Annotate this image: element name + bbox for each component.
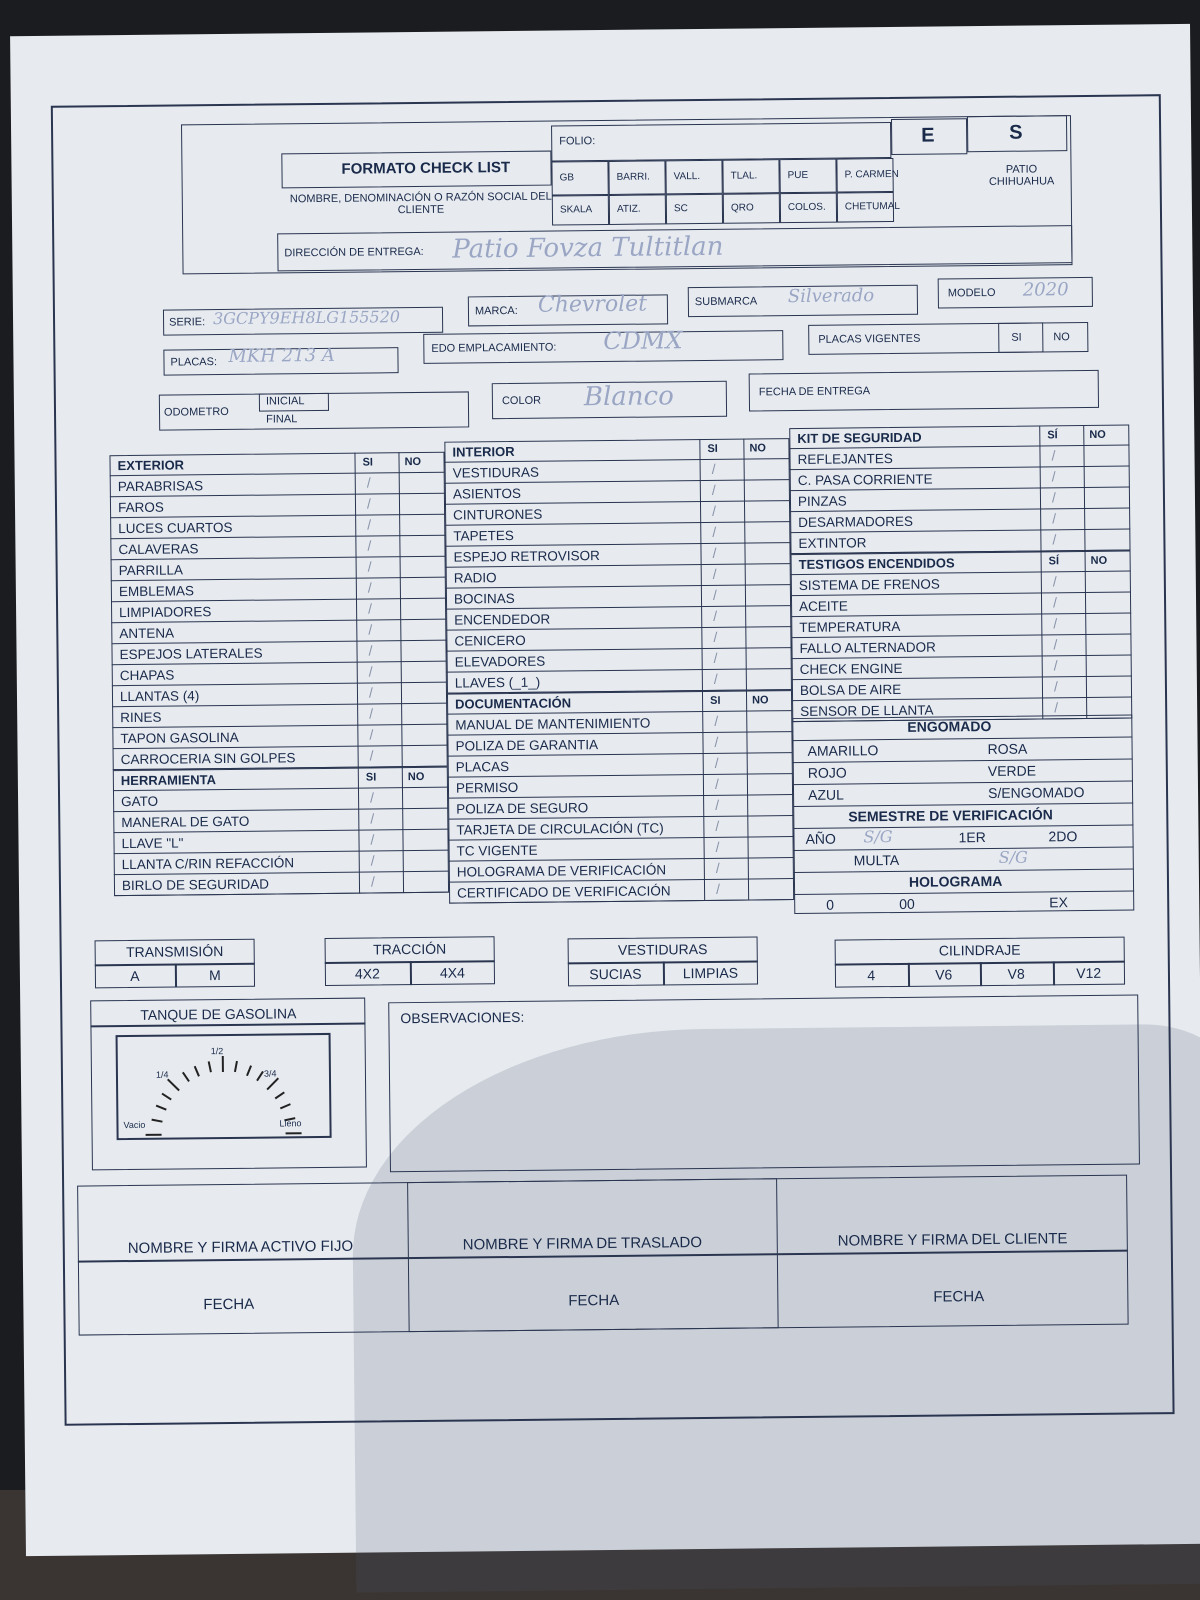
modelo-label: MODELO [947, 286, 996, 300]
checkbox-si[interactable]: / [712, 523, 717, 540]
si-column [1041, 551, 1088, 719]
checkbox-si[interactable]: / [370, 831, 375, 848]
gauge-three-quarters: 3/4 [263, 1068, 277, 1079]
checkbox-si[interactable]: / [714, 733, 719, 750]
marca-value: Chevrolet [537, 291, 648, 318]
placas-vigentes-label: PLACAS VIGENTES [818, 332, 921, 346]
placas-vig-no: NO [1053, 331, 1070, 344]
herramienta-si-header: SI [365, 771, 377, 784]
exterior-row: LUCES CUARTOS [110, 515, 445, 540]
checkbox-si[interactable]: / [366, 474, 371, 491]
checkbox-si[interactable]: / [1053, 657, 1058, 674]
direccion-value: Patio Fovza Tultitlan [452, 231, 724, 265]
checkbox-si[interactable]: / [367, 558, 372, 575]
documentacion-row: POLIZA DE GARANTIA [447, 732, 792, 757]
herramienta-row: LLANTA C/RIN REFACCIÓN [114, 851, 449, 876]
client-label: NOMBRE, DENOMINACIÓN O RAZÓN SOCIAL DEL CLIENTE [289, 190, 552, 217]
herramienta-no-header: NO [407, 770, 425, 784]
gauge-half: 1/2 [210, 1046, 224, 1057]
si-column [1039, 425, 1085, 551]
checkbox-si[interactable]: / [368, 621, 373, 638]
semestre-1er[interactable]: 1ER [958, 829, 986, 846]
checkbox-si[interactable]: / [367, 537, 372, 554]
cilindraje-title: CILINDRAJE [938, 941, 1021, 959]
transmision-option[interactable]: M [208, 967, 221, 984]
si-column [354, 452, 402, 767]
checkbox-si[interactable]: / [366, 495, 371, 512]
exterior-row: RINES [112, 704, 447, 729]
multa-label: MULTA [853, 851, 900, 869]
placas-label: PLACAS: [170, 356, 218, 369]
engomado-option-left: ROJO [807, 764, 847, 781]
firma-traslado-label: NOMBRE Y FIRMA DE TRASLADO [462, 1234, 703, 1254]
e-label: E [921, 124, 935, 147]
interior-row: TAPETES [445, 522, 790, 547]
color-value: Blanco [583, 381, 674, 413]
engomado-option-left: AMARILLO [807, 742, 879, 759]
documentacion-si-header: SI [710, 694, 721, 707]
exterior-row: ANTENA [111, 620, 446, 645]
submarca-label: SUBMARCA [694, 295, 758, 309]
documentacion-row: PLACAS [448, 753, 793, 778]
branch-bottom: SC [673, 203, 688, 215]
interior-row: ELEVADORES [447, 648, 792, 673]
exterior-row: ESPEJOS LATERALES [111, 641, 446, 666]
kit-row: DESARMADORES [790, 509, 1130, 534]
odometro-inicial-label: INICIAL [265, 395, 305, 408]
folio-cell [551, 122, 891, 162]
checkbox-si[interactable]: / [714, 775, 719, 792]
engomado-option-left: AZUL [807, 786, 844, 803]
folio-label: FOLIO: [559, 135, 596, 148]
serie-label: SERIE: [169, 316, 206, 329]
gauge-quarter: 1/4 [155, 1069, 169, 1080]
odometro-final-label: FINAL [266, 413, 298, 426]
interior-row: VESTIDURAS [445, 459, 790, 484]
testigos-row: TEMPERATURA [791, 614, 1131, 639]
testigos-no-header: NO [1090, 554, 1108, 567]
firma-activo-fijo-label: NOMBRE Y FIRMA ACTIVO FIJO [127, 1237, 354, 1258]
interior-row: ENCENDEDOR [446, 606, 791, 631]
holograma-option[interactable]: EX [1049, 894, 1068, 911]
engomado-option-right: ROSA [987, 740, 1028, 758]
gauge-lleno: Lleno [279, 1118, 302, 1129]
semestre-2do[interactable]: 2DO [1048, 828, 1078, 845]
transmision-option[interactable]: A [130, 967, 140, 985]
fuel-gauge-ticks [10, 24, 1190, 36]
checkbox-si[interactable]: / [712, 544, 717, 561]
kit-no-header: NO [1089, 428, 1106, 441]
cilindraje-option[interactable]: V8 [1007, 965, 1025, 982]
interior-row: ESPEJO RETROVISOR [445, 543, 790, 568]
branch-top: PUE [787, 169, 809, 182]
patio-label: PATIO CHIHUAHUA [988, 163, 1055, 188]
engomado-option-right: S/ENGOMADO [987, 784, 1085, 802]
testigos-row: CHECK ENGINE [792, 656, 1132, 681]
testigos-title: TESTIGOS ENCENDIDOS [791, 551, 1131, 576]
documentacion-row: PERMISO [448, 774, 793, 799]
checkbox-si[interactable]: / [369, 726, 374, 743]
exterior-row: LLANTAS (4) [112, 683, 447, 708]
checkbox-si[interactable]: / [370, 852, 375, 869]
checkbox-si[interactable]: / [711, 481, 716, 498]
interior-row: CINTURONES [445, 501, 790, 526]
holograma-option[interactable]: 0 [826, 896, 835, 913]
exterior-row: CARROCERIA SIN GOLPES [113, 746, 448, 771]
color-label: COLOR [501, 394, 542, 408]
checkbox-si[interactable]: / [715, 838, 720, 855]
checkbox-si[interactable]: / [1051, 468, 1056, 485]
vestiduras-title: VESTIDURAS [617, 940, 708, 958]
documentacion-row: CERTIFICADO DE VERIFICACIÓN [449, 879, 794, 904]
placas-vig-si: SI [1011, 331, 1022, 344]
checkbox-si[interactable]: / [713, 649, 718, 666]
checkbox-si[interactable]: / [1053, 615, 1058, 632]
exterior-row: FAROS [110, 494, 445, 519]
interior-row: RADIO [446, 564, 791, 589]
interior-row: BOCINAS [446, 585, 791, 610]
exterior-row: TAPON GASOLINA [112, 725, 447, 750]
testigos-row: SENSOR DE LLANTA [792, 698, 1132, 723]
fecha-traslado-label: FECHA [568, 1291, 620, 1310]
herramienta-row: BIRLO DE SEGURIDAD [114, 872, 449, 897]
checkbox-si[interactable]: / [1054, 699, 1059, 716]
si-column [702, 691, 749, 901]
branch-top: GB [559, 172, 575, 184]
checkbox-si[interactable]: / [368, 684, 373, 701]
branch-bottom: ATIZ. [616, 203, 641, 215]
branch-bottom: SKALA [559, 204, 593, 216]
documentacion-row: HOLOGRAMA DE VERIFICACIÓN [449, 858, 794, 883]
kit-row: EXTINTOR [790, 530, 1130, 555]
vestiduras-option[interactable]: SUCIAS [589, 965, 642, 983]
form-title: FORMATO CHECK LIST [341, 158, 511, 178]
engomado-option-right: VERDE [987, 762, 1037, 780]
exterior-row: PARABRISAS [110, 473, 445, 498]
checkbox-si[interactable]: / [369, 789, 375, 806]
documentacion-no-header: NO [752, 694, 769, 707]
checkbox-si[interactable]: / [368, 642, 373, 659]
checkbox-si[interactable]: / [1052, 531, 1057, 548]
testigos-row: SISTEMA DE FRENOS [791, 572, 1131, 597]
cilindraje-option[interactable]: V6 [935, 966, 953, 983]
checkbox-si[interactable]: / [370, 873, 375, 890]
traccion-title: TRACCIÓN [373, 940, 447, 958]
herramienta-row: LLAVE "L" [113, 830, 448, 855]
checkbox-si[interactable]: / [712, 586, 717, 603]
checkbox-si[interactable]: / [712, 565, 717, 582]
documentacion-title: DOCUMENTACIÓN [447, 690, 792, 715]
exterior-row: CALAVERAS [110, 536, 445, 561]
anio-value: S/G [863, 827, 893, 847]
interior-row: LLAVES (_1_) [447, 669, 792, 694]
fecha-activo-label: FECHA [203, 1295, 255, 1314]
branch-bottom: COLOS. [787, 201, 826, 214]
edo-label: EDO EMPLACAMIENTO: [431, 341, 557, 355]
checkbox-si[interactable]: / [713, 607, 718, 624]
branch-top: TLAL. [730, 170, 758, 182]
branch-top: VALL. [673, 171, 701, 183]
gauge-tick [222, 1056, 224, 1072]
checkbox-si[interactable]: / [1052, 594, 1058, 611]
checkbox-si[interactable]: / [367, 516, 372, 533]
direccion-label: DIRECCIÓN DE ENTREGA: [284, 245, 424, 260]
firma-cliente-label: NOMBRE Y FIRMA DEL CLIENTE [837, 1230, 1068, 1250]
holograma-title: HOLOGRAMA [908, 872, 1003, 890]
checkbox-si[interactable]: / [714, 754, 719, 771]
checkbox-si[interactable]: / [714, 712, 719, 729]
exterior-row: LIMPIADORES [111, 599, 446, 624]
documentacion-row: MANUAL DE MANTENIMIENTO [447, 711, 792, 736]
serie-value: 3GCPY9EH8LG155520 [212, 307, 401, 329]
transmision-title: TRANSMISIÓN [125, 943, 224, 961]
branch-top: P. CARMEN [844, 168, 899, 181]
observaciones-label: OBSERVACIONES: [400, 1008, 525, 1027]
documentacion-row: TC VIGENTE [449, 837, 794, 862]
si-column [699, 439, 747, 691]
tanque-title: TANQUE DE GASOLINA [140, 1005, 297, 1023]
cilindraje-option[interactable]: 4 [867, 967, 876, 984]
fecha-cliente-label: FECHA [933, 1288, 985, 1306]
documentacion-row: POLIZA DE SEGURO [448, 795, 793, 820]
checkbox-si[interactable]: / [713, 670, 718, 687]
kit-row: PINZAS [790, 488, 1130, 513]
interior-row: CENICERO [446, 627, 791, 652]
interior-si-header: SI [707, 442, 718, 455]
si-column [358, 767, 404, 893]
checkbox-si[interactable]: / [369, 747, 374, 764]
testigos-si-header: SÍ [1048, 555, 1060, 568]
branch-top: BARRI. [616, 171, 650, 183]
anio-label: AÑO [805, 830, 836, 847]
kit-si-header: SÍ [1047, 429, 1058, 442]
modelo-value: 2020 [1022, 279, 1069, 301]
checkbox-si[interactable]: / [367, 579, 372, 596]
branch-bottom: CHETUMAL [844, 200, 900, 213]
checkbox-si[interactable]: / [715, 796, 720, 813]
cilindraje-option[interactable]: V12 [1076, 964, 1102, 982]
checkbox-si[interactable]: / [369, 705, 374, 722]
gauge-tick [286, 1132, 302, 1134]
odometro-label: ODOMETRO [163, 405, 229, 419]
multa-value: S/G [998, 847, 1028, 867]
fecha-entrega-label: FECHA DE ENTREGA [758, 385, 871, 399]
herramienta-row: MANERAL DE GATO [113, 809, 448, 834]
checkbox-si[interactable]: / [1052, 573, 1057, 590]
checkbox-si[interactable]: / [1053, 678, 1058, 695]
checkbox-si[interactable]: / [1052, 510, 1057, 527]
exterior-row: EMBLEMAS [111, 578, 446, 603]
kit-row: REFLEJANTES [789, 446, 1129, 471]
exterior-title: EXTERIOR [109, 452, 444, 477]
testigos-row: FALLO ALTERNADOR [791, 635, 1131, 660]
exterior-no-header: NO [404, 455, 422, 469]
checkbox-si[interactable]: / [370, 810, 375, 827]
engomado-title: ENGOMADO [907, 717, 992, 735]
checklist-sheet [10, 24, 1200, 1556]
checkbox-si[interactable]: / [711, 502, 717, 519]
checkbox-si[interactable]: / [713, 628, 718, 645]
gauge-vacio: Vacio [123, 1119, 146, 1131]
placas-value: MKH 213 A [228, 344, 335, 367]
exterior-si-header: SI [362, 456, 374, 469]
traccion-option[interactable]: 4X2 [354, 965, 380, 982]
kit-row: C. PASA CORRIENTE [790, 467, 1130, 492]
branch-bottom: QRO [730, 202, 754, 214]
submarca-value: Silverado [787, 285, 875, 308]
checkbox-si[interactable]: / [1053, 636, 1058, 653]
interior-title: INTERIOR [444, 438, 789, 463]
interior-row: ASIENTOS [445, 480, 790, 505]
exterior-row: PARRILLA [111, 557, 446, 582]
herramienta-row: GATO [113, 788, 448, 813]
checkbox-si[interactable]: / [715, 859, 720, 876]
s-label: S [1009, 121, 1023, 144]
checkbox-si[interactable]: / [1051, 489, 1056, 506]
checkbox-si[interactable]: / [1051, 447, 1056, 464]
testigos-row: BOLSA DE AIRE [792, 677, 1132, 702]
documentacion-row: TARJETA DE CIRCULACIÓN (TC) [448, 816, 793, 841]
kit-title: KIT DE SEGURIDAD [789, 425, 1129, 450]
holograma-option[interactable]: 00 [899, 895, 915, 912]
checkbox-si[interactable]: / [715, 817, 720, 834]
checkbox-si[interactable]: / [368, 600, 373, 617]
traccion-option[interactable]: 4X4 [439, 964, 465, 981]
edo-value: CDMX [603, 326, 683, 356]
testigos-row: ACEITE [791, 593, 1131, 618]
exterior-row: CHAPAS [112, 662, 447, 687]
interior-no-header: NO [749, 442, 766, 455]
gauge-tick [146, 1134, 162, 1136]
herramienta-title: HERRAMIENTA [113, 767, 448, 792]
semestre-title: SEMESTRE DE VERIFICACIÓN [848, 806, 1053, 825]
checkbox-si[interactable]: / [368, 663, 373, 680]
checkbox-si[interactable]: / [711, 460, 716, 477]
checkbox-si[interactable]: / [715, 880, 721, 897]
marca-label: MARCA: [474, 304, 518, 318]
vestiduras-option[interactable]: LIMPIAS [682, 964, 739, 982]
